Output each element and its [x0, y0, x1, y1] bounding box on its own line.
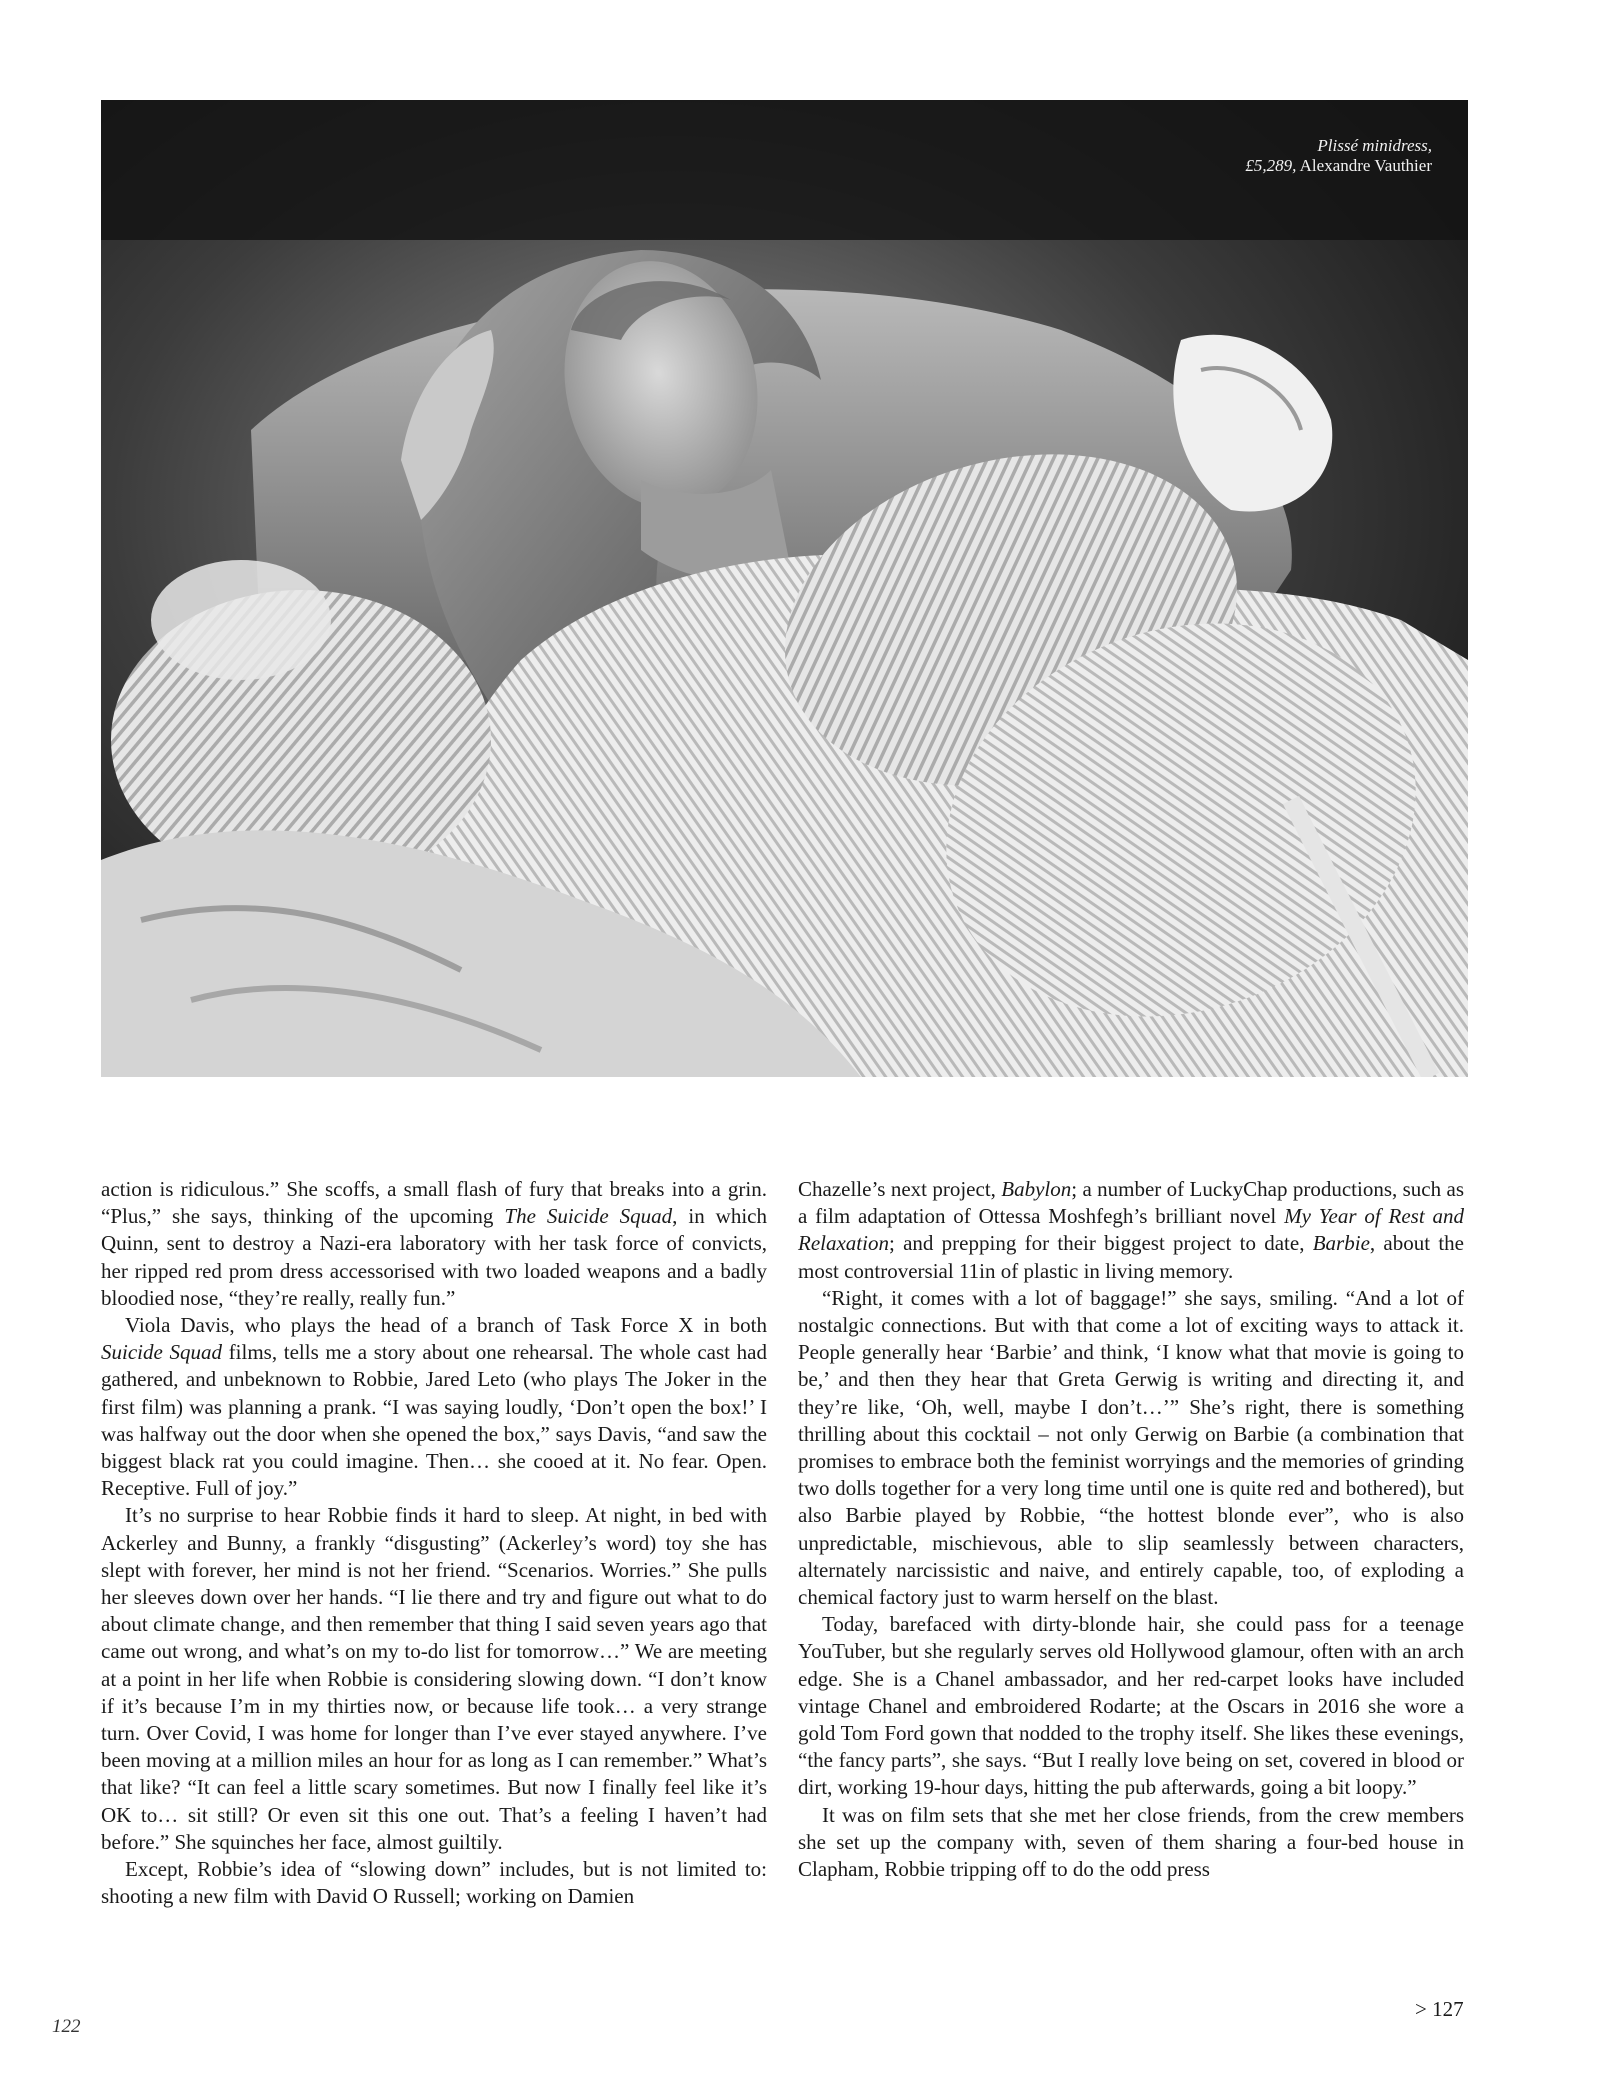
film-title: Barbie [1312, 1231, 1370, 1256]
paragraph [798, 1285, 1464, 1611]
paragraph [798, 1611, 1464, 1801]
text-run: , about the most controversial 11in of plastic in living memory. [798, 1231, 1464, 1283]
article-column-right [798, 1176, 1464, 1883]
paragraph [101, 1856, 767, 1910]
book-title: My Year of Rest and Relaxation [798, 1204, 1464, 1256]
film-title: The Suicide Squad [504, 1204, 673, 1229]
film-title: Babylon [1001, 1177, 1072, 1201]
text-run: It was on film sets that she met her close friends, from the crew members she set up the company with, seven of them sharing a four-bed house in Clapham, Robbie tripping off to do the odd press [798, 1802, 1464, 1882]
film-title: Suicide Squad [101, 1340, 222, 1365]
paragraph [798, 1176, 1464, 1285]
text-run: Viola Davis, who plays the head of a branch of Task Force X in both [125, 1313, 767, 1338]
text-run: ; and prepping for their biggest project to date, [888, 1231, 1313, 1256]
editorial-photo [101, 100, 1468, 1077]
text-run: It’s no surprise to hear Robbie finds it hard to sleep. At night, in bed with Ackerley and Bunny, a frankly “disgusting” (Ackerley’s word) toy she has slept with forever, her mind is not her friend. “Scenarios. Worries.” She pulls her sleeves down over her hands. “I lie there and try and figure out what to do about climate change, and then remember that thing I said seven years ago that came out wrong, and what’s on my to-do list for tomorrow…” We are meeting at a point in her life when Robbie is considering slowing down. “I don’t know if it’s because I’m in my thirties now, or because life took… a very strange turn. Over Covid, I was home for longer than I’ve ever stayed anywhere. I’ve been moving at a million miles an hour for as long as I can remember.” What’s that like? “It can feel a little scary sometimes. But now I finally feel like it’s OK to… sit still? Or even sit this one out. That’s a feeling I haven’t had before.” She squinches her face, almost guiltily. [101, 1503, 767, 1854]
text-run: Except, Robbie’s idea of “slowing down” includes, but is not limited to: shooting a new film with David O Russell; working on Damien [101, 1857, 767, 1909]
page-number: 122 [52, 2016, 81, 2037]
text-run: ; a number of LuckyChap productions, such as a film adaptation of Ottessa Moshfegh’s brilliant novel [798, 1177, 1464, 1229]
text-run: Chazelle’s next project, [798, 1177, 1002, 1201]
paragraph [798, 1802, 1464, 1884]
caption-brand: Alexandre Vauthier [1299, 156, 1432, 175]
paragraph [101, 1502, 767, 1856]
caption-price: £5,289, [1245, 156, 1297, 175]
text-run: Today, barefaced with dirty-blonde hair, she could pass for a teenage YouTuber, but she regularly serves old Hollywood glamour, often with an arch edge. She is a Chanel ambassador, and her red-carpet looks have included vintage Chanel and embroidered Rodarte; at the Oscars in 2016 she wore a gold Tom Ford gown that nodded to the trophy itself. She likes these evenings, “the fancy parts”, she says. “But I really love being on set, covered in blood or dirt, working 19-hour days, hitting the pub afterwards, going a bit loopy.” [798, 1612, 1464, 1800]
text-run: films, tells me a story about one rehearsal. The whole cast had gathered, and unbeknown to Robbie, Jared Leto (who plays The Joker in the first film) was planning a prank. “I was saying loudly, ‘Don’t open the box!’ I was halfway out the door when she opened the box,” says Davis, “and saw the biggest black rat you could imagine. Then… she cooed at it. No fear. Open. Receptive. Full of joy.” [101, 1340, 767, 1501]
text-run: , in which Quinn, sent to destroy a Nazi-era laboratory with her task force of convicts, her ripped red prom dress accessorised with two loaded weapons and a badly bloodied nose, “they’re really, really fun.” [101, 1204, 767, 1310]
caption-item: Plissé minidress, [1317, 136, 1432, 155]
photo-credit-caption [1212, 136, 1432, 176]
paragraph [101, 1176, 767, 1312]
text-run: action is ridiculous.” She scoffs, a small flash of fury that breaks into a grin. “Plus,” she says, thinking of the upcoming [101, 1177, 767, 1229]
text-run: “Right, it comes with a lot of baggage!” she says, smiling. “And a lot of nostalgic connections. But with that come a lot of exciting ways to attack it. People generally hear ‘Barbie’ and think, ‘I know what that movie is going to be,’ and then they hear that Greta Gerwig is writing and directing it, and they’re like, ‘Oh, well, maybe I don’t…’” She’s right, there is something thrilling about this cocktail – not only Gerwig on Barbie (a combination that promises to embrace both the feminist worryings and the memories of grinding two dolls together for a very long time until one is quite red and bothered), but also Barbie played by Robbie, “the hottest blonde ever”, who is also unpredictable, mischievous, able to slip seamlessly between characters, alternately narcissistic and naive, and entirely capable, too, of exploding a chemical factory just to warm herself on the blast. [798, 1285, 1464, 1610]
continued-on-page-link[interactable]: > 127 [1415, 1997, 1464, 2021]
article-column-left [101, 1176, 767, 1910]
paragraph [101, 1312, 767, 1502]
photo-illustration [101, 100, 1468, 1077]
